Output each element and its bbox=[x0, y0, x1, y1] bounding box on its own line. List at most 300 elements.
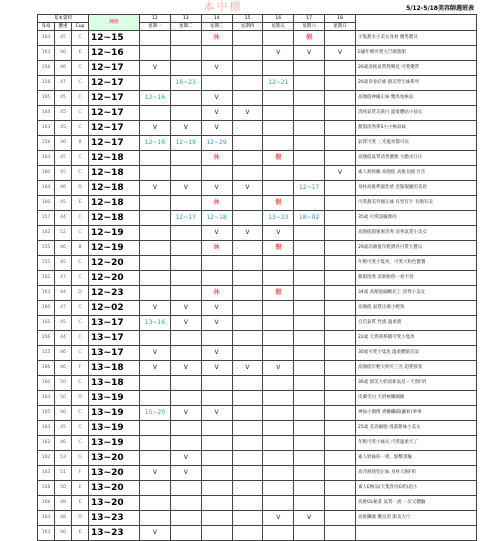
day-cell bbox=[140, 496, 171, 511]
page-title: 5/12-5/18美容師週班表 bbox=[406, 5, 474, 12]
day-cell bbox=[232, 421, 263, 436]
day-cell: V bbox=[201, 301, 232, 316]
time-slot: 12~17 bbox=[89, 61, 140, 76]
day-cell bbox=[170, 31, 201, 46]
table-row bbox=[38, 241, 477, 256]
day-cell bbox=[170, 61, 201, 76]
height-value: 158 bbox=[38, 76, 55, 91]
header-weekday-6: 星期日 bbox=[325, 23, 356, 31]
day-cell bbox=[170, 151, 201, 166]
time-slot: 12~18 bbox=[89, 166, 140, 181]
weight-value: 48 bbox=[55, 496, 72, 511]
day-cell bbox=[325, 241, 356, 256]
cup-value: E bbox=[72, 526, 89, 541]
stylist-note: 22歲 天然萌系嬌可愛小隻馬 bbox=[356, 331, 477, 346]
day-cell bbox=[232, 436, 263, 451]
stylist-note: 素人無經驗 高顏值 高挑長腿 台音 bbox=[356, 166, 477, 181]
table-row bbox=[38, 391, 477, 406]
stylist-note: 高顏值神級正妹 雙馬尾極品 bbox=[356, 91, 477, 106]
day-cell: V bbox=[140, 301, 171, 316]
day-cell: 休 bbox=[201, 31, 232, 46]
height-value: 160 bbox=[38, 196, 55, 211]
day-cell bbox=[140, 256, 171, 271]
day-cell bbox=[294, 376, 325, 391]
stylist-note: 26歲清純氣質我樂見 可愛優質 bbox=[356, 61, 477, 76]
day-cell bbox=[263, 421, 294, 436]
height-value: 160 bbox=[38, 376, 55, 391]
height-value: 160 bbox=[38, 301, 55, 316]
table-row bbox=[38, 181, 477, 196]
day-cell: V bbox=[140, 61, 171, 76]
day-cell bbox=[294, 196, 325, 211]
weight-value: 46 bbox=[55, 406, 72, 421]
weight-value: 47 bbox=[55, 271, 72, 286]
stylist-note: 36歲 甜美大奶清新氣息 - 天然F奶 bbox=[356, 376, 477, 391]
day-cell bbox=[294, 406, 325, 421]
height-value: 164 bbox=[38, 181, 55, 196]
day-cell bbox=[294, 271, 325, 286]
day-cell: V bbox=[263, 46, 294, 61]
weight-value: 45 bbox=[55, 151, 72, 166]
header-weekday-3: 星期四 bbox=[232, 23, 263, 31]
cup-value: C bbox=[72, 376, 89, 391]
weight-value: 50 bbox=[55, 481, 72, 496]
day-cell: 休 bbox=[201, 196, 232, 211]
height-value: 163 bbox=[38, 31, 55, 46]
day-cell: V bbox=[263, 226, 294, 241]
day-cell: 假 bbox=[263, 241, 294, 256]
day-cell bbox=[325, 256, 356, 271]
cup-value: C bbox=[72, 121, 89, 136]
time-slot: 13~20 bbox=[89, 496, 140, 511]
watermark-text: 本中標 bbox=[203, 0, 243, 13]
day-cell: V bbox=[232, 226, 263, 241]
day-cell bbox=[294, 361, 325, 376]
weight-value: 45 bbox=[55, 121, 72, 136]
height-value: 157 bbox=[38, 211, 55, 226]
weight-value: 45 bbox=[55, 196, 72, 211]
table-row bbox=[38, 361, 477, 376]
header-date-5: 17 bbox=[294, 15, 325, 23]
day-cell bbox=[140, 46, 171, 61]
stylist-note: 高挑纖瘦 優良型 甜美大尺 bbox=[356, 511, 477, 526]
day-cell bbox=[140, 196, 171, 211]
day-cell bbox=[170, 391, 201, 406]
time-slot: 13~20 bbox=[89, 451, 140, 466]
day-cell: V bbox=[201, 316, 232, 331]
cup-value: C bbox=[72, 406, 89, 421]
day-cell: 假 bbox=[263, 286, 294, 301]
time-slot: 12~17 bbox=[89, 136, 140, 151]
time-slot: 13~19 bbox=[89, 391, 140, 406]
height-value: 163 bbox=[38, 121, 55, 136]
weight-value: 46 bbox=[55, 136, 72, 151]
time-slot: 12~23 bbox=[89, 286, 140, 301]
table-row bbox=[38, 31, 477, 46]
day-cell bbox=[170, 346, 201, 361]
stylist-note: 26歲青春必修 甜美學生妹系列 bbox=[356, 76, 477, 91]
table-row bbox=[38, 106, 477, 121]
cup-value: F bbox=[72, 361, 89, 376]
cup-value: C bbox=[72, 76, 89, 91]
header-height: 身高 bbox=[38, 23, 55, 31]
day-cell bbox=[140, 451, 171, 466]
day-cell bbox=[263, 481, 294, 496]
day-cell bbox=[170, 436, 201, 451]
height-value: 163 bbox=[38, 391, 55, 406]
day-cell bbox=[232, 211, 263, 226]
height-value: 165 bbox=[38, 406, 55, 421]
height-value: 162 bbox=[38, 451, 55, 466]
weight-value: 45 bbox=[55, 106, 72, 121]
cup-value: G bbox=[72, 451, 89, 466]
weight-value: 44 bbox=[55, 286, 72, 301]
day-cell: V bbox=[201, 91, 232, 106]
day-cell: 休 bbox=[201, 241, 232, 256]
header-row-1 bbox=[38, 15, 477, 23]
day-cell bbox=[325, 391, 356, 406]
cup-value: D bbox=[72, 286, 89, 301]
schedule-table bbox=[37, 14, 477, 541]
day-cell bbox=[294, 286, 325, 301]
header-weekday-0: 星期一 bbox=[140, 23, 171, 31]
header-weight: 體重 bbox=[55, 23, 72, 31]
height-value: 155 bbox=[38, 256, 55, 271]
stylist-note: 年輕可愛小妹兒 可愛溫柔天了 bbox=[356, 436, 477, 451]
day-cell bbox=[294, 301, 325, 316]
day-cell: 13~16 bbox=[140, 316, 171, 331]
stylist-note: 35歲 可愛超級教肉 bbox=[356, 211, 477, 226]
day-cell bbox=[294, 481, 325, 496]
stylist-note: 34歲 高顏值細緻北上 清秀小美女 bbox=[356, 286, 477, 301]
time-slot: 13~20 bbox=[89, 466, 140, 481]
day-cell bbox=[170, 481, 201, 496]
day-cell bbox=[140, 241, 171, 256]
day-cell: 假 bbox=[263, 151, 294, 166]
day-cell: 15~20 bbox=[140, 406, 171, 421]
day-cell: V bbox=[201, 121, 232, 136]
height-value: 163 bbox=[38, 511, 55, 526]
cup-value: C bbox=[72, 256, 89, 271]
day-cell bbox=[140, 76, 171, 91]
day-cell bbox=[263, 406, 294, 421]
weight-value: 44 bbox=[55, 211, 72, 226]
day-cell bbox=[325, 511, 356, 526]
day-cell bbox=[294, 391, 325, 406]
day-cell bbox=[140, 391, 171, 406]
table-row bbox=[38, 421, 477, 436]
time-slot: 12~17 bbox=[89, 106, 140, 121]
stylist-note: 高冷熱情型正妹 身材大胸F奶 bbox=[356, 466, 477, 481]
day-cell bbox=[201, 46, 232, 61]
height-value: 160 bbox=[38, 166, 55, 181]
height-value: 158 bbox=[38, 136, 55, 151]
day-cell bbox=[140, 166, 171, 181]
day-cell bbox=[232, 511, 263, 526]
day-cell bbox=[294, 526, 325, 541]
cup-value: E bbox=[72, 496, 89, 511]
day-cell: V bbox=[170, 181, 201, 196]
height-value: 168 bbox=[38, 496, 55, 511]
day-cell: V bbox=[140, 526, 171, 541]
cup-value: C bbox=[72, 346, 89, 361]
stylist-note: 高顏值年輕大奶可三光 超愛接客 bbox=[356, 361, 477, 376]
cup-value: C bbox=[72, 331, 89, 346]
time-slot: 12~19 bbox=[89, 226, 140, 241]
day-cell bbox=[140, 286, 171, 301]
day-cell bbox=[263, 346, 294, 361]
day-cell bbox=[232, 151, 263, 166]
height-value: 162 bbox=[38, 436, 55, 451]
day-cell bbox=[263, 316, 294, 331]
table-row bbox=[38, 406, 477, 421]
day-cell bbox=[140, 151, 171, 166]
table-row bbox=[38, 466, 477, 481]
header-date-1: 13 bbox=[170, 15, 201, 23]
day-cell bbox=[294, 346, 325, 361]
day-cell bbox=[232, 376, 263, 391]
day-cell bbox=[232, 286, 263, 301]
header-date-4: 16 bbox=[263, 15, 294, 23]
table-row bbox=[38, 211, 477, 226]
day-cell bbox=[170, 196, 201, 211]
weight-value: 46 bbox=[55, 46, 72, 61]
day-cell bbox=[294, 451, 325, 466]
day-cell bbox=[232, 466, 263, 481]
day-cell bbox=[325, 346, 356, 361]
cup-value: E bbox=[72, 481, 89, 496]
table-row bbox=[38, 346, 477, 361]
day-cell bbox=[263, 106, 294, 121]
day-cell: V bbox=[294, 511, 325, 526]
day-cell: V bbox=[170, 301, 201, 316]
time-slot: 13~17 bbox=[89, 331, 140, 346]
day-cell bbox=[263, 496, 294, 511]
time-slot: 12~15 bbox=[89, 31, 140, 46]
cup-value: E bbox=[72, 46, 89, 61]
stylist-note: 30歲可愛小隻馬 溫柔體貼沒設 bbox=[356, 346, 477, 361]
cup-value: D bbox=[72, 391, 89, 406]
day-cell bbox=[263, 31, 294, 46]
day-cell: 12~21 bbox=[263, 76, 294, 91]
day-cell: 假 bbox=[263, 196, 294, 211]
weight-value: 50 bbox=[55, 391, 72, 406]
cup-value: C bbox=[72, 226, 89, 241]
day-cell bbox=[232, 331, 263, 346]
stylist-note: 神仙小偶像 香嫩纖細(蘿莉)事事 bbox=[356, 406, 477, 421]
day-cell: 12~16 bbox=[140, 91, 171, 106]
weight-value: 44 bbox=[55, 331, 72, 346]
day-cell bbox=[201, 256, 232, 271]
day-cell bbox=[294, 61, 325, 76]
table-row bbox=[38, 61, 477, 76]
day-cell bbox=[170, 271, 201, 286]
stylist-note: 25歲 美容細胞 漫畫甜妹小美女 bbox=[356, 421, 477, 436]
header-weekday-1: 星期二 bbox=[170, 23, 201, 31]
day-cell bbox=[263, 181, 294, 196]
header-note bbox=[356, 15, 477, 31]
day-cell: 18~02 bbox=[294, 211, 325, 226]
day-cell bbox=[170, 226, 201, 241]
cup-value: C bbox=[72, 271, 89, 286]
day-cell: V bbox=[201, 406, 232, 421]
day-cell bbox=[294, 466, 325, 481]
table-row bbox=[38, 91, 477, 106]
day-cell bbox=[170, 256, 201, 271]
day-cell: V bbox=[140, 181, 171, 196]
day-cell bbox=[325, 406, 356, 421]
day-cell bbox=[263, 166, 294, 181]
day-cell bbox=[232, 76, 263, 91]
day-cell bbox=[325, 76, 356, 91]
table-row bbox=[38, 301, 477, 316]
weight-value: 45 bbox=[55, 166, 72, 181]
day-cell bbox=[325, 151, 356, 166]
cup-value: F bbox=[72, 466, 89, 481]
stylist-note: 小隻甜水小美女身材 優秀寶貝 bbox=[356, 31, 477, 46]
day-cell bbox=[263, 61, 294, 76]
day-cell bbox=[325, 421, 356, 436]
day-cell bbox=[232, 481, 263, 496]
day-cell bbox=[263, 331, 294, 346]
cup-value: C bbox=[72, 436, 89, 451]
day-cell bbox=[294, 76, 325, 91]
weight-value: 46 bbox=[55, 241, 72, 256]
day-cell bbox=[263, 526, 294, 541]
height-value: 158 bbox=[38, 61, 55, 76]
weight-value: 46 bbox=[55, 181, 72, 196]
table-row bbox=[38, 511, 477, 526]
day-cell bbox=[201, 376, 232, 391]
header-weekday-4: 星期五 bbox=[263, 23, 294, 31]
day-cell: 13~23 bbox=[263, 211, 294, 226]
time-slot: 12~18 bbox=[89, 181, 140, 196]
height-value: 156 bbox=[38, 331, 55, 346]
day-cell bbox=[294, 91, 325, 106]
time-slot: 12~02 bbox=[89, 301, 140, 316]
height-value: 165 bbox=[38, 316, 55, 331]
day-cell bbox=[170, 286, 201, 301]
day-cell bbox=[232, 46, 263, 61]
day-cell bbox=[140, 511, 171, 526]
day-cell bbox=[294, 136, 325, 151]
table-row bbox=[38, 451, 477, 466]
stylist-note: 自信氣質 性感 溫柔甜 bbox=[356, 316, 477, 331]
time-slot: 12~20 bbox=[89, 256, 140, 271]
stylist-note: 清純氣質美黃白 溫柔體貼小仙女 bbox=[356, 106, 477, 121]
weight-value: 45 bbox=[55, 31, 72, 46]
day-cell: V bbox=[201, 181, 232, 196]
weight-value: 51 bbox=[55, 466, 72, 481]
stylist-note: 高顏值氣質清秀優雅 大膽水汪汪 bbox=[356, 151, 477, 166]
height-value: 164 bbox=[38, 106, 55, 121]
day-cell bbox=[325, 286, 356, 301]
height-value: 163 bbox=[38, 286, 55, 301]
header-slot: 時段 bbox=[89, 15, 140, 31]
day-cell: V bbox=[232, 106, 263, 121]
day-cell bbox=[325, 271, 356, 286]
day-cell bbox=[325, 436, 356, 451]
day-cell bbox=[325, 361, 356, 376]
height-value: 162 bbox=[38, 226, 55, 241]
cup-value: B bbox=[72, 241, 89, 256]
time-slot: 12~20 bbox=[89, 271, 140, 286]
day-cell bbox=[232, 406, 263, 421]
day-cell bbox=[140, 211, 171, 226]
table-row bbox=[38, 286, 477, 301]
cup-value: C bbox=[72, 166, 89, 181]
day-cell: V bbox=[170, 451, 201, 466]
day-cell bbox=[201, 271, 232, 286]
day-cell bbox=[201, 496, 232, 511]
time-slot: 12~17 bbox=[89, 121, 140, 136]
cup-value: C bbox=[72, 301, 89, 316]
day-cell: V bbox=[294, 46, 325, 61]
day-cell: 16~23 bbox=[170, 76, 201, 91]
day-cell: V bbox=[325, 166, 356, 181]
day-cell: V bbox=[170, 406, 201, 421]
day-cell bbox=[232, 241, 263, 256]
day-cell bbox=[232, 256, 263, 271]
height-value: 162 bbox=[38, 271, 55, 286]
day-cell bbox=[232, 61, 263, 76]
day-cell bbox=[170, 91, 201, 106]
day-cell: V bbox=[201, 346, 232, 361]
day-cell: V bbox=[170, 316, 201, 331]
day-cell: V bbox=[140, 346, 171, 361]
header-date-6: 18 bbox=[325, 15, 356, 23]
day-cell bbox=[294, 106, 325, 121]
day-cell bbox=[263, 256, 294, 271]
cup-value: C bbox=[72, 316, 89, 331]
time-slot: 12~18 bbox=[89, 211, 140, 226]
time-slot: 13~17 bbox=[89, 316, 140, 331]
weight-value: 47 bbox=[55, 76, 72, 91]
day-cell bbox=[325, 181, 356, 196]
day-cell: V bbox=[232, 361, 263, 376]
day-cell bbox=[232, 271, 263, 286]
weight-value: 48 bbox=[55, 511, 72, 526]
day-cell: V bbox=[232, 181, 263, 196]
table-row bbox=[38, 166, 477, 181]
stylist-note: 皮膚雪白 大奶極嫩細緻 bbox=[356, 391, 477, 406]
day-cell bbox=[170, 496, 201, 511]
day-cell: V bbox=[140, 121, 171, 136]
height-value: 163 bbox=[38, 526, 55, 541]
weight-value: 46 bbox=[55, 361, 72, 376]
day-cell bbox=[263, 301, 294, 316]
height-value: 166 bbox=[38, 361, 55, 376]
weight-value: 46 bbox=[55, 436, 72, 451]
day-cell: V bbox=[201, 226, 232, 241]
day-cell bbox=[325, 451, 356, 466]
day-cell bbox=[325, 196, 356, 211]
table-row bbox=[38, 151, 477, 166]
day-cell: 假 bbox=[294, 31, 325, 46]
time-slot: 12~17 bbox=[89, 91, 140, 106]
day-cell: 12~18 bbox=[201, 211, 232, 226]
time-slot: 12~18 bbox=[89, 196, 140, 211]
table-row bbox=[38, 376, 477, 391]
stylist-note: 年輕可愛小隻馬，可愛大粉色寶寶 bbox=[356, 256, 477, 271]
header-weekday-5: 星期六 bbox=[294, 23, 325, 31]
time-slot: 13~20 bbox=[89, 481, 140, 496]
time-slot: 13~17 bbox=[89, 346, 140, 361]
day-cell: 12~16 bbox=[140, 136, 171, 151]
table-row bbox=[38, 256, 477, 271]
day-cell bbox=[201, 391, 232, 406]
day-cell: V bbox=[201, 361, 232, 376]
